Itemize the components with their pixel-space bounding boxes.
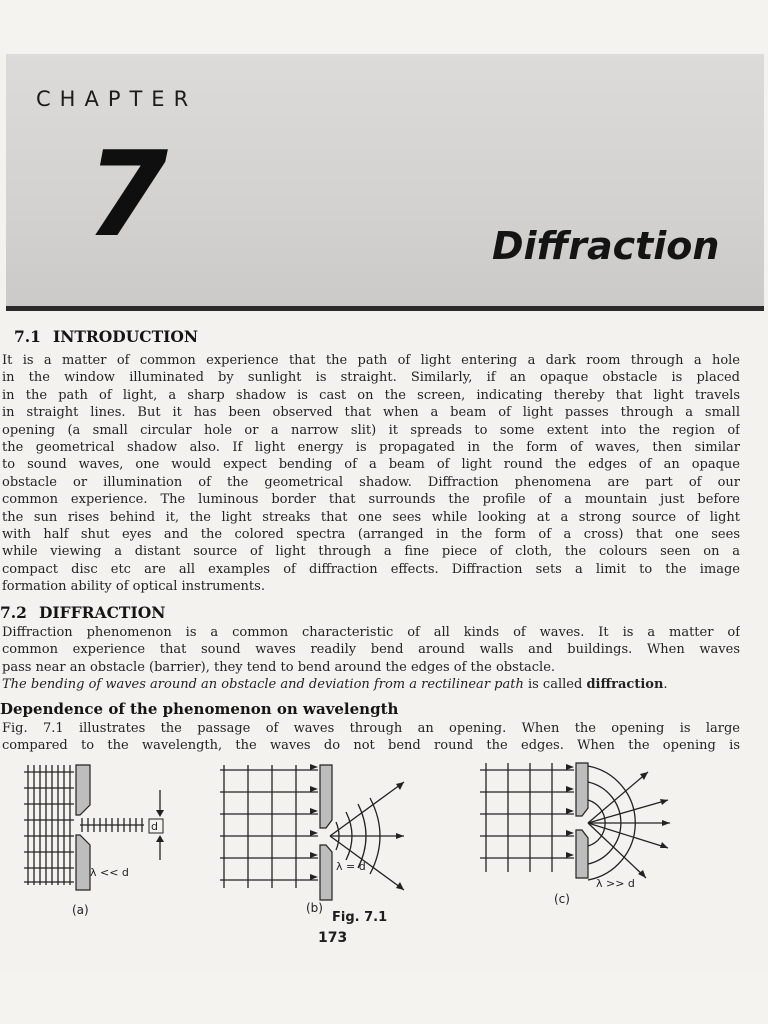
text-line: while viewing a distant source of light through a fine piece of cloth, the colours seen on a: [2, 544, 740, 560]
definition-term: diffraction: [586, 677, 664, 692]
section-title: INTRODUCTION: [52, 327, 199, 346]
paragraph-definition-line: [2, 676, 740, 693]
section-heading-diffraction: [0, 603, 165, 622]
section-number: 7.1: [14, 327, 41, 346]
text-line: It is a matter of common experience that the path of light entering a dark room through a hole: [2, 353, 740, 368]
definition-connector: is called: [527, 677, 583, 692]
text-line: Diffraction phenomenon is a common characteristic of all kinds of waves. It is a matter of: [2, 625, 740, 640]
relation-label-b: λ = d: [336, 860, 366, 873]
text-line: common experience. The luminous border that surrounds the profile of a mountain just before: [2, 492, 740, 508]
text-line: pass near an obstacle (barrier), they tend to bend around the edges of the obstacle.: [2, 659, 556, 675]
section-title: DIFFRACTION: [38, 603, 166, 622]
paragraph-introduction: [2, 352, 740, 596]
figure-panel-a: [20, 760, 180, 910]
panel-label-c: (c): [554, 892, 570, 906]
text-line: the sun rises behind it, the light streaks that one sees while looking at a strong source of light: [2, 509, 740, 525]
panel-label-a: (a): [72, 903, 89, 917]
figure-panel-b: [218, 760, 408, 910]
relation-label-a: λ << d: [90, 866, 129, 879]
subsection-heading: Dependence of the phenomenon on wavelength: [0, 700, 399, 718]
chapter-label: CHAPTER: [36, 87, 198, 111]
paragraph-diffraction: [2, 624, 740, 676]
figure-caption: Fig. 7.1: [332, 910, 388, 925]
text-line: compact disc etc are all examples of diffraction effects. Diffraction sets a limit to the image: [2, 561, 740, 577]
text-line: in the window illuminated by sunlight is straight. Similarly, if an opaque obstacle is placed: [2, 370, 740, 386]
text-line: in the path of light, a sharp shadow is cast on the screen, indicating thereby that light travels: [2, 387, 740, 403]
text-line: formation ability of optical instruments.: [2, 579, 265, 595]
figure-panel-c: [478, 760, 678, 900]
text-line: obstacle or illumination of the geometrical shadow. Diffraction phenomena are part of our: [2, 474, 740, 490]
relation-label-c: λ >> d: [596, 877, 635, 890]
panel-label-b: (b): [306, 901, 323, 915]
text-line: Fig. 7.1 illustrates the passage of waves through an opening. When the opening is large: [2, 721, 740, 736]
text-line: opening (a small circular hole or a narrow slit) it spreads to some extent into the region of: [2, 422, 740, 438]
section-heading-introduction: [14, 327, 198, 346]
text-line: common experience that sound waves readily bend around walls and buildings. When waves: [2, 642, 740, 658]
gap-label-d: d: [151, 820, 158, 833]
chapter-title: Diffraction: [492, 224, 720, 268]
text-line: to sound waves, one would expect bending of a beam of light round the edges of an opaque: [2, 457, 740, 473]
text-line: with half shut eyes and the colored spectra (arranged in the form of a cross) that one sees: [2, 527, 740, 543]
text-line: in straight lines. But it has been observed that when a beam of light passes through a small: [2, 405, 740, 421]
chapter-number: 7: [86, 125, 169, 263]
text-line: compared to the wavelength, the waves do not bend round the edges. When the opening is: [2, 738, 740, 754]
section-number: 7.2: [0, 603, 27, 622]
definition-italic: The bending of waves around an obstacle and deviation from a rectilinear path: [2, 677, 524, 692]
definition-end: .: [663, 677, 668, 692]
paragraph-wavelength: [2, 720, 740, 755]
text-line: the geometrical shadow also. If light energy is propagated in the form of waves, then similar: [2, 440, 740, 456]
page-number: 173: [318, 930, 348, 946]
